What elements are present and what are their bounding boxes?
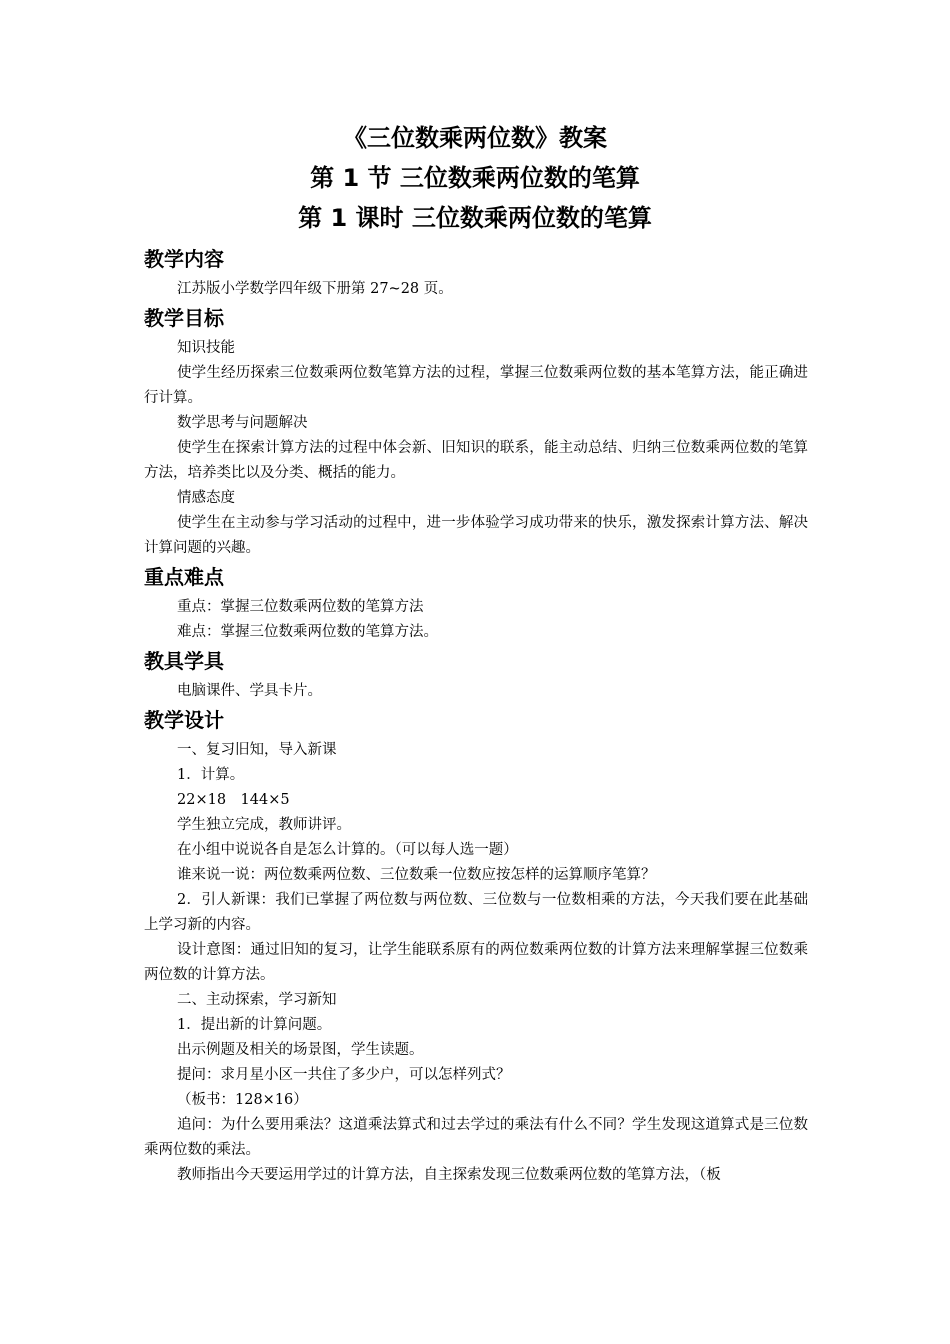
section-heading: 教学设计 bbox=[144, 708, 224, 732]
paragraph: 一、复习旧知，导入新课 bbox=[177, 742, 337, 758]
paragraph: 江苏版小学数学四年级下册第 27~28 页。 bbox=[177, 281, 453, 297]
lesson-title: 第 1 课时 三位数乘两位数的笔算 bbox=[298, 204, 652, 232]
paragraph: 在小组中说说各自是怎么计算的。（可以每人选一题） bbox=[177, 842, 518, 858]
paragraph: （板书：128×16） bbox=[177, 1092, 308, 1108]
section-heading: 教具学具 bbox=[144, 649, 224, 673]
section-teaching-content bbox=[144, 243, 808, 302]
section-teaching-goals bbox=[144, 302, 808, 561]
paragraph: 谁来说一说：两位数乘两位数、三位数乘一位数应按怎样的运算顺序笔算？ bbox=[177, 867, 656, 883]
section-heading: 教学内容 bbox=[144, 247, 224, 271]
paragraph: 二、主动探索，学习新知 bbox=[177, 992, 337, 1008]
paragraph: 1．提出新的计算问题。 bbox=[177, 1017, 332, 1033]
section-title: 第 1 节 三位数乘两位数的笔算 bbox=[310, 164, 640, 192]
section-heading: 重点难点 bbox=[144, 565, 224, 589]
section-heading: 教学目标 bbox=[144, 306, 224, 330]
paragraph: 数学思考与问题解决 bbox=[177, 415, 308, 431]
paragraph: 1．计算。 bbox=[177, 767, 245, 783]
paragraph: 使学生在主动参与学习活动的过程中，进一步体验学习成功带来的快乐，激发探索计算方法、解决计算问题的兴趣。 bbox=[144, 515, 808, 556]
paragraph: 电脑课件、学具卡片。 bbox=[177, 683, 322, 699]
section-teaching-aids bbox=[144, 645, 808, 704]
paragraph: 22×18 144×5 bbox=[177, 792, 290, 808]
paragraph: 重点：掌握三位数乘两位数的笔算方法 bbox=[177, 599, 424, 615]
title-block bbox=[0, 118, 950, 238]
paragraph: 追问：为什么要用乘法？这道乘法算式和过去学过的乘法有什么不同？学生发现这道算式是三位数乘两位数的乘法。 bbox=[144, 1117, 808, 1158]
document-body bbox=[144, 243, 808, 1188]
section-teaching-design bbox=[144, 704, 808, 1188]
paragraph: 难点：掌握三位数乘两位数的笔算方法。 bbox=[177, 624, 438, 640]
paragraph: 设计意图：通过旧知的复习，让学生能联系原有的两位数乘两位数的计算方法来理解掌握三位数乘两位数的计算方法。 bbox=[144, 942, 808, 983]
paragraph: 教师指出今天要运用学过的计算方法，自主探索发现三位数乘两位数的笔算方法，（板 bbox=[177, 1167, 721, 1183]
paragraph: 2．引人新课：我们已掌握了两位数与两位数、三位数与一位数相乘的方法，今天我们要在此基础上学习新的内容。 bbox=[144, 892, 808, 933]
paragraph: 出示例题及相关的场景图，学生读题。 bbox=[177, 1042, 424, 1058]
paragraph: 使学生在探索计算方法的过程中体会新、旧知识的联系，能主动总结、归纳三位数乘两位数的笔算方法，培养类比以及分类、概括的能力。 bbox=[144, 440, 808, 481]
paragraph: 使学生经历探索三位数乘两位数笔算方法的过程，掌握三位数乘两位数的基本笔算方法，能正确进行计算。 bbox=[144, 365, 808, 406]
paragraph: 情感态度 bbox=[177, 490, 235, 506]
paragraph: 知识技能 bbox=[177, 340, 235, 356]
paragraph: 学生独立完成，教师讲评。 bbox=[177, 817, 351, 833]
document-title: 《三位数乘两位数》教案 bbox=[343, 124, 607, 152]
section-key-points bbox=[144, 561, 808, 645]
paragraph: 提问：求月星小区一共住了多少户，可以怎样列式？ bbox=[177, 1067, 511, 1083]
